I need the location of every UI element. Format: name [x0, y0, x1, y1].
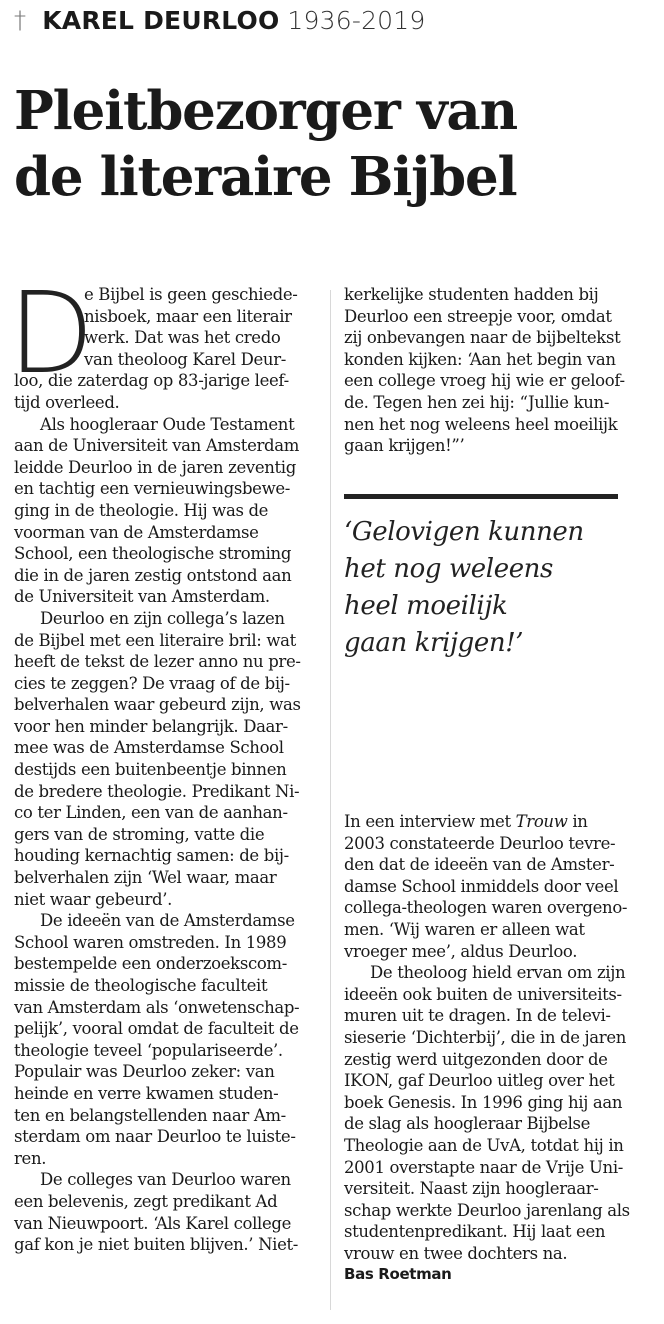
text-line: bestempelde een onderzoekscom- [14, 954, 287, 974]
text-line: houding kernachtig samen: de bij- [14, 846, 289, 866]
text-line: loo, die zaterdag op 83-jarige leef- [14, 371, 289, 391]
text-line: collega-theologen waren overgeno- [344, 898, 628, 918]
text-line: een college vroeg hij wie er geloof- [344, 371, 625, 391]
kicker [14, 4, 426, 36]
text-line: de. Tegen hen zei hij: “Jullie kun- [344, 392, 610, 412]
text-line: School waren omstreden. In 1989 [14, 932, 287, 952]
dropcap: D [8, 269, 94, 399]
text-line: belverhalen waar gebeurd zijn, was [14, 695, 301, 715]
text-line: vroeger mee’, aldus Deurloo. [344, 941, 578, 961]
text-line: boek Genesis. In 1996 ging hij aan [344, 1092, 623, 1112]
text-line: heinde en verre kwamen studen- [14, 1083, 279, 1103]
text-line: gaan krijgen!”’ [344, 436, 465, 456]
text-line: Deurloo een streepje voor, omdat [344, 306, 612, 326]
cross-icon: † [14, 6, 27, 34]
article-column-left [8, 269, 324, 1256]
text-line: sterdam om naar Deurloo te luiste- [14, 1127, 296, 1147]
article-column-right-top [344, 284, 664, 457]
text-line: zestig werd uitgezonden door de [344, 1049, 608, 1069]
text-segment: In een interview met [344, 812, 516, 831]
pullquote-line: heel moeilijk [344, 591, 508, 621]
text-line: aan de Universiteit van Amsterdam [14, 436, 300, 456]
text-line: sieserie ‘Dichterbij’, die in de jaren [344, 1027, 627, 1047]
text-line: versiteit. Naast zijn hoogleraar- [344, 1179, 599, 1199]
text-line: vrouw en twee dochters na. [344, 1243, 568, 1263]
text-line: tijd overleed. [14, 392, 120, 412]
text-line: School, een theologische stroming [14, 544, 292, 564]
pullquote-rule [344, 494, 618, 499]
text-line: pelijk’, vooral omdat de faculteit de [14, 1019, 299, 1039]
text-line: en tachtig een vernieuwingsbewe- [14, 479, 291, 499]
text-line: kerkelijke studenten hadden bij [344, 285, 599, 304]
text-line: nen het nog weleens heel moeilijk [344, 414, 618, 434]
text-line: Deurloo en zijn collega’s lazen [40, 608, 285, 628]
text-line: theologie teveel ‘populariseerde’. [14, 1040, 283, 1060]
byline: Bas Roetman [344, 1265, 452, 1284]
text-line: werk. Dat was het credo [84, 328, 281, 348]
text-line: nisboek, maar een literair [84, 306, 292, 326]
kicker-years: 1936-2019 [287, 5, 426, 35]
text-line: de Bijbel met een literaire bril: wat [14, 630, 296, 650]
text-line: van theoloog Karel Deur- [84, 349, 286, 369]
text-line: die in de jaren zestig ontstond aan [14, 565, 292, 585]
text-line: mee was de Amsterdamse School [14, 738, 284, 758]
text-line: studentenpredikant. Hij laat een [344, 1222, 606, 1242]
text-line: den dat de ideeën van de Amster- [344, 855, 615, 875]
headline-line-2: de literaire Bijbel [14, 146, 517, 208]
headline-line-1: Pleitbezorger van [14, 80, 517, 142]
text-line: niet waar gebeurd’. [14, 889, 173, 909]
pullquote-line: gaan krijgen!’ [344, 628, 524, 658]
pullquote [344, 514, 644, 662]
article-column-right-bottom [344, 811, 664, 1286]
text-line: konden kijken: ‘Aan het begin van [344, 349, 616, 369]
text-line: De colleges van Deurloo waren [40, 1170, 291, 1190]
text-line: zij onbevangen naar de bijbeltekst [344, 328, 621, 348]
text-line: ideeën ook buiten de universiteits- [344, 984, 622, 1004]
column-divider [330, 290, 331, 1310]
pullquote-line: het nog weleens [344, 554, 553, 584]
text-line: Als hoogleraar Oude Testament [40, 414, 295, 434]
text-line: Theologie aan de UvA, totdat hij in [344, 1135, 624, 1155]
text-line: gaf kon je niet buiten blijven.’ Niet- [14, 1235, 299, 1255]
text-line: Populair was Deurloo zeker: van [14, 1062, 275, 1082]
text-line: ten en belangstellenden naar Am- [14, 1105, 286, 1125]
pullquote-line: ‘Gelovigen kunnen [344, 517, 584, 547]
text-line: 2003 constateerde Deurloo tevre- [344, 833, 616, 853]
text-line: een belevenis, zegt predikant Ad [14, 1191, 278, 1211]
text-line: damse School inmiddels door veel [344, 876, 619, 896]
text-line: 2001 overstapte naar de Vrije Uni- [344, 1157, 623, 1177]
text-line: van Nieuwpoort. ‘Als Karel college [14, 1213, 291, 1233]
text-line: van Amsterdam als ‘onwetenschap- [14, 997, 300, 1017]
text-segment: in [567, 812, 588, 831]
text-line: co ter Linden, een van de aanhan- [14, 803, 288, 823]
text-line: e Bijbel is geen geschiede- [84, 285, 298, 304]
text-line: missie de theologische faculteit [14, 976, 268, 995]
text-line: heeft de tekst de lezer anno nu pre- [14, 652, 301, 672]
text-line: destijds een buitenbeentje binnen [14, 760, 287, 780]
text-line: ren. [14, 1148, 47, 1168]
text-line: schap werkte Deurloo jarenlang als [344, 1200, 630, 1220]
publication-name: Trouw [515, 812, 568, 831]
text-line: de bredere theologie. Predikant Ni- [14, 781, 300, 801]
text-line: gers van de stroming, vatte die [14, 824, 265, 844]
text-line: de Universiteit van Amsterdam. [14, 587, 270, 607]
text-line: voorman van de Amsterdamse [14, 522, 259, 542]
text-line [344, 811, 664, 833]
text-line: cies te zeggen? De vraag of de bij- [14, 673, 290, 693]
text-line: IKON, gaf Deurloo uitleg over het [344, 1071, 615, 1091]
text-line: men. ‘Wij waren er alleen wat [344, 919, 585, 939]
text-line: De ideeën van de Amsterdamse [40, 911, 295, 931]
text-line: leidde Deurloo in de jaren zeventig [14, 457, 296, 477]
kicker-name: KAREL DEURLOO [42, 5, 280, 35]
headline [14, 78, 654, 210]
text-line: ging in de theologie. Hij was de [14, 500, 269, 520]
text-line: De theoloog hield ervan om zijn [370, 963, 626, 983]
text-line: de slag als hoogleraar Bijbelse [344, 1114, 591, 1134]
text-line: muren uit te dragen. In de televi- [344, 1006, 611, 1026]
text-line: belverhalen zijn ‘Wel waar, maar [14, 868, 277, 888]
text-line: voor hen minder belangrijk. Daar- [14, 716, 288, 736]
